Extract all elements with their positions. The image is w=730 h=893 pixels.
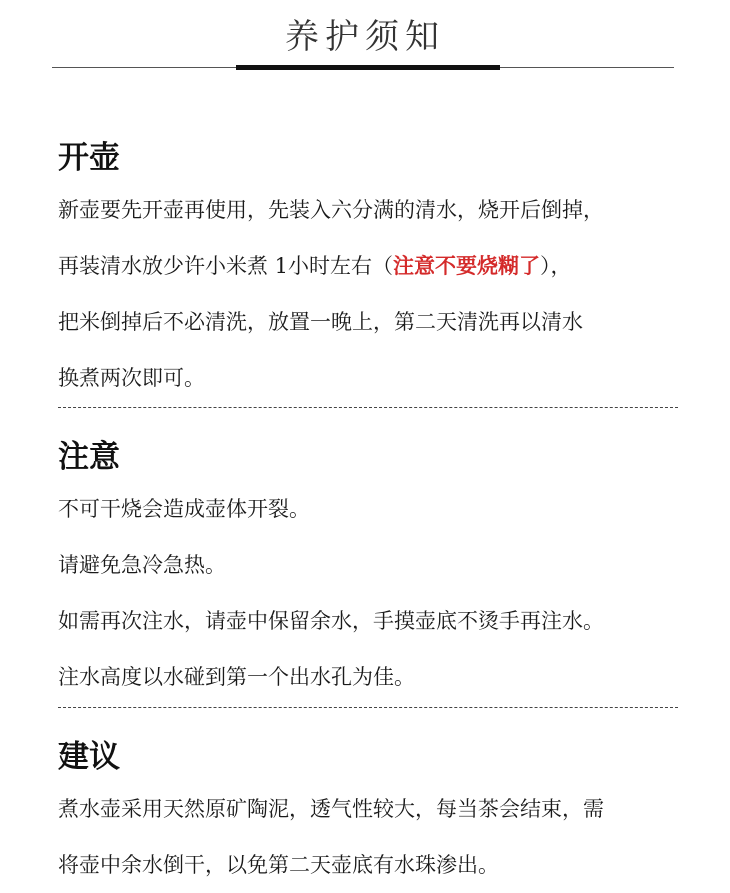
list-item: 不可干烧会造成壶体开裂。 xyxy=(58,497,310,521)
section-heading-advice: 建议 xyxy=(58,739,120,775)
section-body-caution xyxy=(58,481,678,705)
text-line: 煮水壶采用天然原矿陶泥，透气性较大，每当茶会结束，需 xyxy=(58,797,604,821)
section-divider xyxy=(58,407,678,408)
text-line: 新壶要先开壶再使用，先装入六分满的清水，烧开后倒掉， xyxy=(58,198,604,222)
section-heading-open-pot: 开壶 xyxy=(58,140,120,176)
list-item: 请避免急冷急热。 xyxy=(58,553,226,577)
text-segment: 再装清水放少许小米煮 1小时左右（ xyxy=(58,254,394,278)
list-item: 如需再次注水，请壶中保留余水，手摸壶底不烫手再注水。 xyxy=(58,609,604,633)
warning-text: 注意不要烧糊了 xyxy=(393,253,541,278)
title-divider-accent xyxy=(236,65,500,70)
text-segment: ）， xyxy=(540,254,572,278)
text-line: 把米倒掉后不必清洗，放置一晚上，第二天清洗再以清水 xyxy=(58,310,583,334)
list-item: 注水高度以水碰到第一个出水孔为佳。 xyxy=(58,665,415,689)
section-advice xyxy=(58,737,678,893)
section-divider xyxy=(58,707,678,708)
section-heading-caution: 注意 xyxy=(58,439,120,475)
text-line xyxy=(58,238,678,294)
text-line: 换煮两次即可。 xyxy=(58,366,205,390)
section-body-open-pot xyxy=(58,182,678,406)
section-open-pot xyxy=(58,138,678,406)
page-title: 养护须知 xyxy=(285,17,445,57)
text-line: 将壶中余水倒干，以免第二天壶底有水珠渗出。 xyxy=(58,853,499,877)
section-caution xyxy=(58,437,678,705)
section-body-advice xyxy=(58,781,678,893)
